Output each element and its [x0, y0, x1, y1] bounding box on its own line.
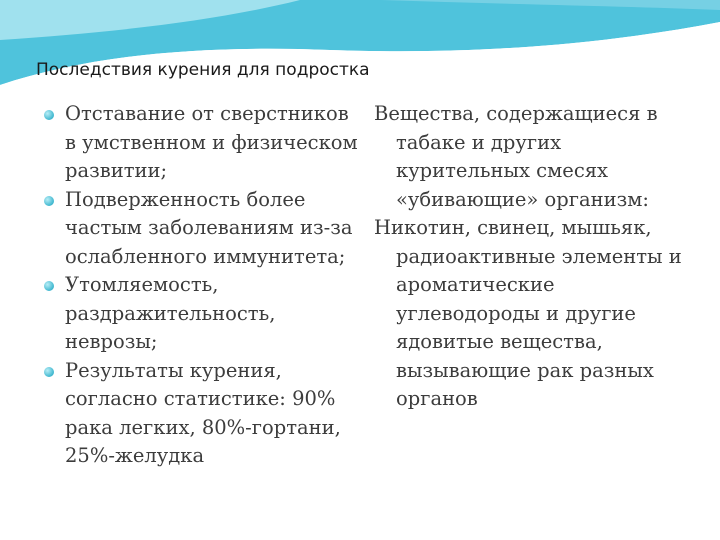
list-item-text: Утомляемость, раздражительность, неврозы; — [65, 273, 276, 353]
list-item — [44, 357, 364, 471]
bullet-icon — [44, 196, 54, 206]
list-item — [44, 186, 364, 272]
list-item-text: Отставание от сверстников в умственном и физическом развитии; — [65, 102, 358, 182]
list-item-text: Подверженность более частым заболеваниям из-за ослабленного иммунитета; — [65, 187, 353, 268]
header-wave-decoration — [0, 0, 720, 110]
list-item-text: Результаты курения, согласно статистике: 90% рака легких, 80%-гортани, 25%-желудка — [65, 358, 341, 467]
bullet-icon — [44, 110, 54, 120]
bullet-icon — [44, 367, 54, 377]
list-item — [44, 271, 364, 357]
list-item — [44, 100, 364, 186]
substances-text — [374, 100, 694, 414]
slide-title: Последствия курения для подростка — [36, 60, 370, 80]
substances-list-text: Никотин, свинец, мышьяк, радиоактивные элементы и ароматические углеводороды и другие ядовитые вещества, вызывающие рак разных органов — [374, 216, 682, 410]
substances-intro: Вещества, содержащиеся в табаке и других курительных смесях «убивающие» организм: — [374, 102, 658, 211]
bullet-icon — [44, 281, 54, 291]
consequences-list — [44, 100, 364, 471]
